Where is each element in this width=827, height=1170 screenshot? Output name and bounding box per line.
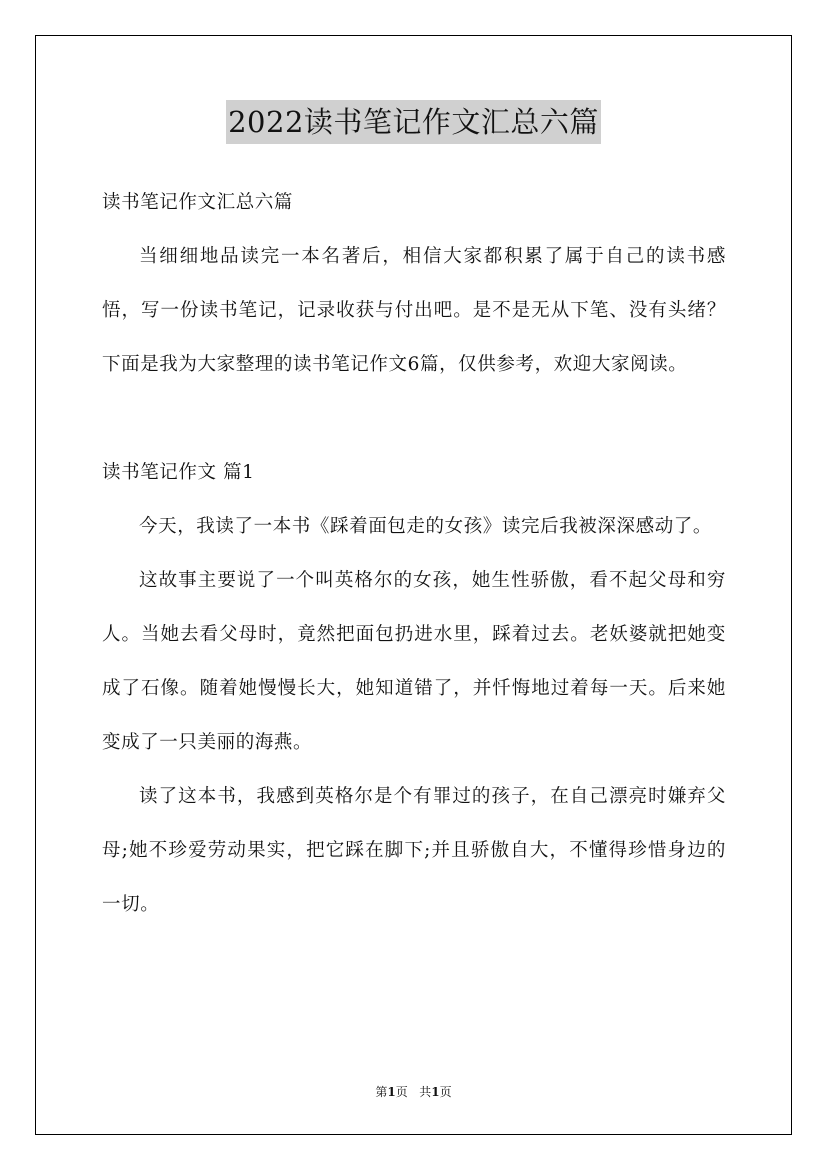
total-pages: 1 [431,1085,440,1099]
page-prefix: 第 [375,1085,388,1099]
page-suffix: 页 [395,1085,408,1099]
title-container [0,100,827,144]
document-body [102,176,726,932]
page-number: 1 [387,1085,396,1099]
section-heading: 读书笔记作文 篇1 [102,462,255,483]
body-paragraph-3: 读了这本书，我感到英格尔是个有罪过的孩子，在自己漂亮时嫌弃父母;她不珍爱劳动果实，把它踩在脚下;并且骄傲自大，不懂得珍惜身边的一切。 [102,786,726,915]
intro-paragraph: 当细细地品读完一本名著后，相信大家都积累了属于自己的读书感悟，写一份读书笔记，记录收获与付出吧。是不是无从下笔、没有头绪？下面是我为大家整理的读书笔记作文6篇，仅供参考，欢迎大家阅读。 [102,246,726,375]
document-title: 2022读书笔记作文汇总六篇 [226,100,601,144]
total-prefix: 共 [419,1085,432,1099]
document-subtitle: 读书笔记作文汇总六篇 [102,192,294,213]
section-spacer [102,392,726,446]
body-paragraph-2: 这故事主要说了一个叫英格尔的女孩，她生性骄傲，看不起父母和穷人。当她去看父母时，竟然把面包扔进水里，踩着过去。老妖婆就把她变成了石像。随着她慢慢长大，她知道错了，并忏悔地过着每一天。后来她变成了一只美丽的海燕。 [102,570,726,753]
total-suffix: 页 [439,1085,452,1099]
body-paragraph-1: 今天，我读了一本书《踩着面包走的女孩》读完后我被深深感动了。 [139,516,713,537]
page-footer [0,1083,827,1101]
